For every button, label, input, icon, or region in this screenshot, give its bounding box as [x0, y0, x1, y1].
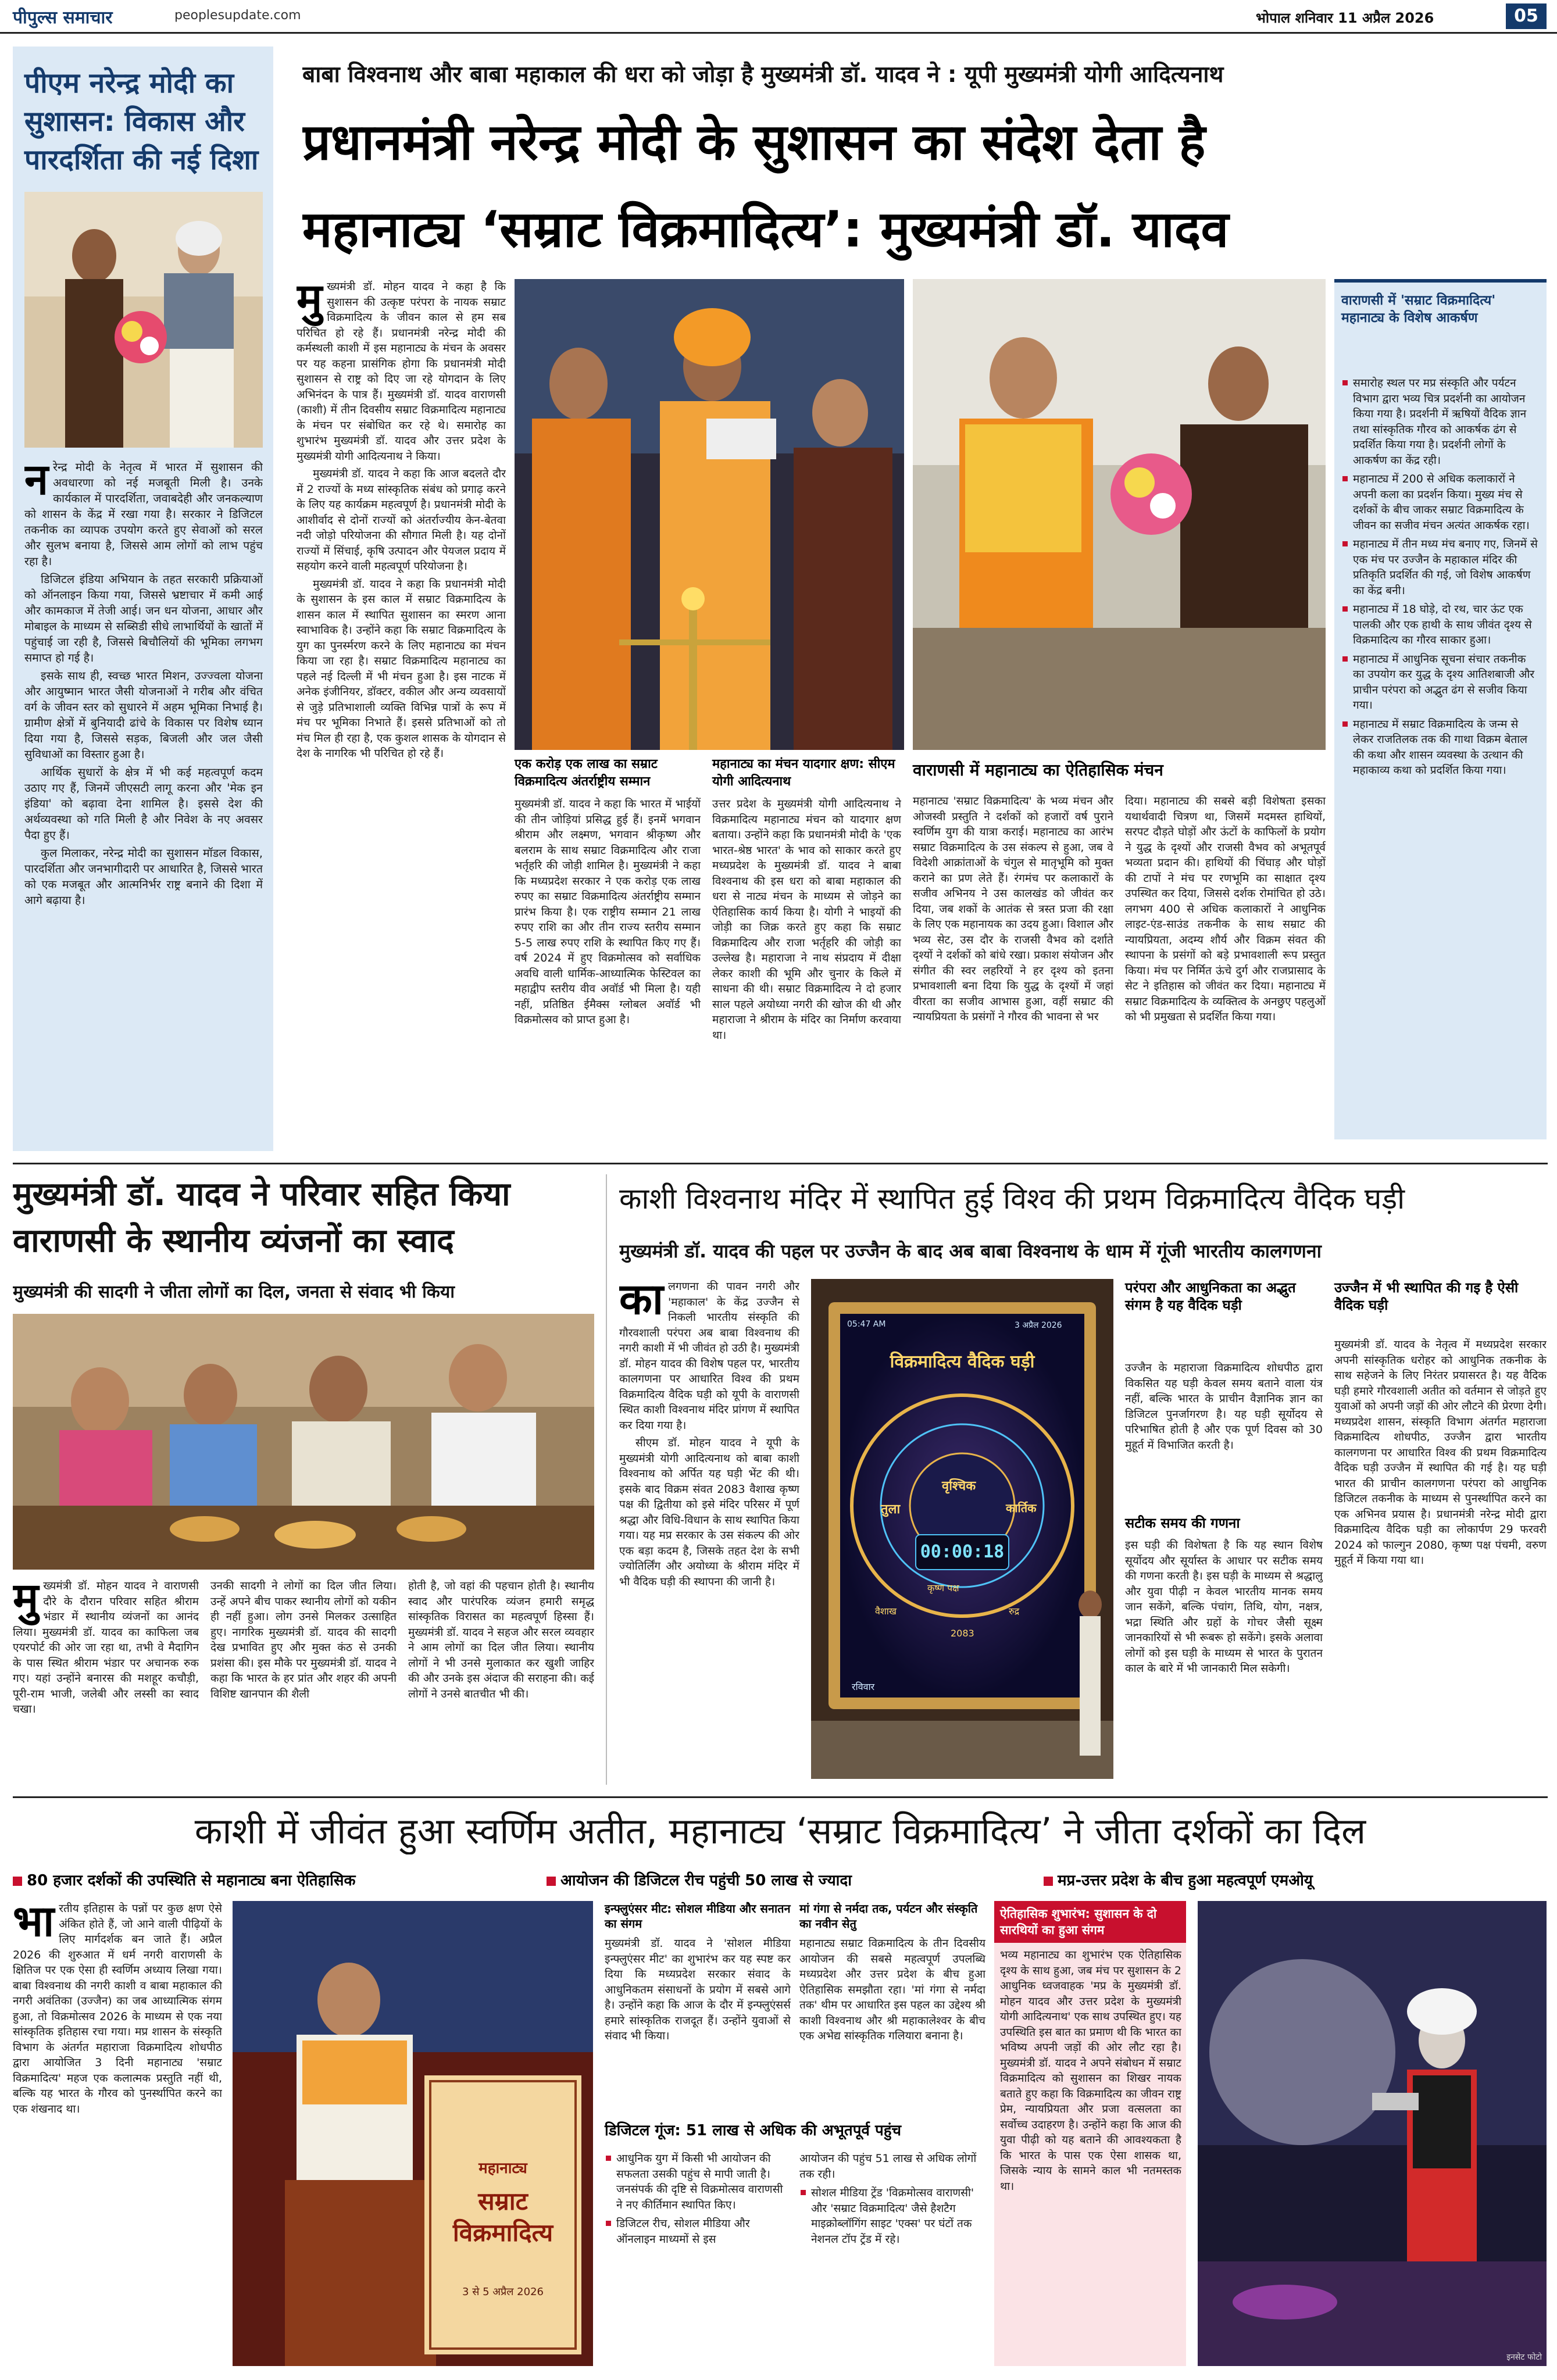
digital-reach-item: आधुनिक युग में किसी भी आयोजन की सफलता उसकी पहुंच से मापी जाती है। जनसंपर्क की दृष्टि से विक्रमोत्सव वाराणसी ने नए कीर्तिमान स्थापित किए।: [605, 2151, 791, 2213]
photo3-text-b: दिया। महानाट्य की सबसे बड़ी विशेषता इसका यथार्थवादी चित्रण था, जिसमें मदमस्त हाथियों, सरपट दौड़ते घोड़ों और ऊंटों के काफिलों के प्रयोग ने युद्ध के दृश्यों और राजसी वैभव को अभूतपूर्व भव्यता प्रदान की। हाथियों की चिंघाड़ और घोड़ों की टापों ने मंच पर रणभूमि का साक्षात दृश्य उपस्थित कर दिया, जिससे दर्शक रोमांचित हो उठे। लगभग 400 से अधिक कलाकारों ने आधुनिक लाइट-एंड-साउंड तकनीक के साथ सम्राट की न्यायप्रियता, अदम्य शौर्य और विक्रम संवत की स्थापना के प्रसंगों को बड़े प्रभावशाली रूप प्रस्तुत किया। मंच पर निर्मित ऊंचे दुर्ग और राजप्रासाद के सेट ने इतिहास को जीवंत कर दिया। महानाट्य में सम्राट विक्रमादित्य के व्यक्तित्व के अनछुए पहलुओं को भी प्रमुखता से प्रदर्शित किया गया।: [1125, 795, 1326, 1023]
highlights-list: [1341, 376, 1540, 1131]
clock-label-6: रुद्र: [1009, 1606, 1020, 1617]
launch-panel: [994, 1901, 1186, 2366]
digital-reach-item: आयोजन की पहुंच 51 लाख से अधिक लोगों तक रही।: [799, 2152, 977, 2181]
ganga-narmada-subhead: मां गंगा से नर्मदा तक, पर्यटन और संस्कृति का नवीन सेतु: [799, 1902, 978, 1931]
poster-date: 3 से 5 अप्रैल 2026: [462, 2286, 544, 2298]
cm-speech-poster-photo: [233, 1901, 593, 2366]
clock-text-c: मुख्यमंत्री डॉ. यादव के नेतृत्व में मध्यप्रदेश सरकार अपनी सांस्कृतिक धरोहर को आधुनिक तकनीक के साथ सहेजने के लिए निरंतर प्रयासरत है। यह वैदिक घड़ी हमारे गौरवशाली अतीत को वर्तमान से जोड़ते हुए युवाओं को अपनी जड़ों की ओर लौटने की प्रेरणा देगी। मध्यप्रदेश शासन, संस्कृति विभाग अंतर्गत महाराजा विक्रमादित्य शोधपीठ, उज्जैन द्वारा भारतीय कालगणना पर आधारित विश्व की प्रथम विक्रमादित्य वैदिक घड़ी उज्जैन में स्थापित की गई है। यह घड़ी भारत की प्राचीन कालगणना परंपरा को आधुनिक डिजिटल तकनीक के माध्यम से पुनर्स्थापित करने का एक अभिनव प्रयास है। प्रधानमंत्री नरेन्द्र मोदी द्वारा विक्रमादित्य वैदिक घड़ी का लोकार्पण 29 फरवरी 2024 को फाल्गुन 2080, कृष्ण पक्ष पंचमी, वरुण मुहूर्त में किया गया था।: [1334, 1338, 1547, 1567]
lead-headline-2: महानाट्य ‘सम्राट विक्रमादित्य’: मुख्यमंत्री डॉ. यादव: [302, 201, 1229, 259]
clock-year: 2083: [951, 1628, 974, 1639]
stage-performance-photo: [1198, 1901, 1547, 2366]
clock-time: 00:00:18: [920, 1542, 1005, 1562]
influencer-text: मुख्यमंत्री डॉ. यादव ने 'सोशल मीडिया इन्फ्लुएंसर मीट' का शुभारंभ कर यह स्पष्ट कर दिया कि मध्यप्रदेश सरकार संवाद के आधुनिकतम संसाधनों के प्रयोग में सबसे आगे है। उन्होंने कहा कि आज के दौर में इन्फ्लुएंसर्स हमारे सांस्कृतिक राजदूत हैं। उन्होंने युवाओं से संवाद भी किया।: [605, 1937, 791, 2042]
section-divider: [13, 1163, 1548, 1164]
clock-day: रविवार: [852, 1681, 875, 1692]
family-col2: उनकी सादगी ने लोगों का दिल जीत लिया। उन्हें अपने बीच पाकर स्थानीय लोगों को यकीन ही नहीं हुआ। लोग उनसे मिलकर उत्साहित हुए। नागरिक मुख्यमंत्री डॉ. यादव की सादगी देख प्रभावित हुए और मुक्त कंठ से उनकी प्रशंसा की। इस मौके पर मुख्यमंत्री डॉ. यादव ने कहा कि भारत के हर प्रांत और शहर की अपनी विशिष्ट खानपान की शैली: [210, 1579, 397, 1700]
welcome-bouquet-photo: [913, 279, 1326, 750]
digital-reach-item: डिजिटल रीच, सोशल मीडिया और ऑनलाइन माध्यमों से इस: [605, 2216, 791, 2247]
digital-reach-col1: [605, 2151, 791, 2366]
highlight-item: महानाट्य में तीन मध्य मंच बनाए गए, जिनमें से एक मंच पर उज्जैन के महाकाल मंदिर की प्रतिकृति प्रदर्शित की गई, जो विशेष आकर्षण का केंद्र बनी।: [1341, 537, 1540, 598]
family-col3: होती है, जो वहां की पहचान होती है। स्थानीय स्वाद और पारंपरिक व्यंजन हमारी समृद्ध सांस्कृतिक विरासत का महत्वपूर्ण हिस्सा हैं। मुख्यमंत्री डॉ. यादव ने सहज और सरल व्यवहार ने आम लोगों का दिल जीत लिया। स्थानीय लोगों ने भी उनसे मुलाकात कर खुशी जाहिर की और उनके इस अंदाज की सराहना की। कई लोगों ने उनसे बातचीत भी की।: [408, 1579, 594, 1700]
lead-body-col1: मुख्यमंत्री डॉ. मोहन यादव ने कहा है कि सुशासन की उत्कृष्ट परंपरा के नायक सम्राट विक्रमादित्य के जीवन काल से हम सब परिचित हो रहे हैं। प्रधानमंत्री नरेन्द्र मोदी की कर्मस्थली काशी में इस महानाट्य के मंचन के अवसर पर यह कहना प्रासंगिक होगा कि प्रधानमंत्री मोदी सुशासन से राष्ट्र को दिए जा रहे योगदान के लिए अभिनंदन के पात्र हैं। मुख्यमंत्री डॉ. यादव वाराणसी (काशी) में तीन दिवसीय सम्राट विक्रमादित्य महानाट्य के मंचन पर संबोधित कर रहे थे। समारोह का शुभारंभ मुख्यमंत्री डॉ. यादव और उत्तर प्रदेश के मुख्यमंत्री योगी आदित्यनाथ ने किया। मुख्यमंत्री डॉ. यादव ने कहा कि आज बदलते दौर में 2 राज्यों के मध्य सांस्कृतिक संबंध को प्रगाढ़ करने के लिए यह कार्यक्रम महत्वपूर्ण है। प्रधानमंत्री मोदी के आशीर्वाद से दोनों राज्यों को अंतर्राज्यीय केन-बेतवा नदी जोड़ो परियोजना की सौगात मिली है। यह दोनों राज्यों में सिंचाई, कृषि उत्पादन और पेयजल प्रदाय में सहयोग करने वाली महत्वपूर्ण परियोजना है। मुख्यमंत्री डॉ. यादव ने कहा कि प्रधानमंत्री मोदी के सुशासन के इस काल में सम्राट विक्रमादित्य के शासन काल में स्थापित सुशासन का स्मरण आना स्वाभाविक है। उन्होंने कहा कि सम्राट विक्रमादित्य के युग का पुनर्स्मरण करने के लिए महानाट्य का मंचन किया जा रहा है। सम्राट विक्रमादित्य महानाट्य का पहले नई दिल्ली में भी मंचन हुआ है। इस नाटक में अनेक इंजीनियर, डॉक्टर, वकील और अन्य व्यवसायों से जुड़े प्रतिभाशाली व्यक्ति विभिन्न पात्रों के रूप में मंच पर भूमिका निभाते हैं। इससे प्रतिभाओं को तो मंच मिल ही रहा है, एक कुशल शासक के योगदान से देश के नागरिक भी परिचित हो रहे हैं।: [297, 279, 506, 760]
clock-subhead-c: उज्जैन में भी स्थापित की गइ है ऐसी वैदिक घड़ी: [1334, 1280, 1519, 1313]
highlight-item: महानाट्य में सम्राट विक्रमादित्य के जन्म से लेकर राजतिलक तक की गाथा विक्रम बेताल की कथा और शासन व्यवस्था के उत्थान की महाकाव्य कथा को प्रदर्शित किया गया।: [1341, 717, 1540, 778]
highlight-item: समारोह स्थल पर मप्र संस्कृति और पर्यटन विभाग द्वारा भव्य चित्र प्रदर्शनी का आयोजन किया गया है। प्रदर्शनी में ऋषियों वैदिक ज्ञान तथा सांस्कृतिक गौरव को आकर्षक ढंग से प्रदर्शित किया गया है। प्रदर्शनी लोगों के आकर्षण का केंद्र रही।: [1341, 376, 1540, 468]
bottom-subhead-2: आयोजन की डिजिटल रीच पहुंची 50 लाख से ज्यादा: [547, 1869, 1035, 1890]
sidebar-title: पीएम नरेन्द्र मोदी का सुशासन: विकास और पारदर्शिता की नई दिशा: [24, 67, 259, 176]
clock-headline: काशी विश्वनाथ मंदिर में स्थापित हुई विश्व की प्रथम विक्रमादित्य वैदिक घड़ी: [619, 1182, 1405, 1216]
photo3-caption: वाराणसी में महानाट्य का ऐतिहासिक मंचन: [913, 760, 1163, 780]
photo1-text: मुख्यमंत्री डॉ. यादव ने कहा कि भारत में भाईयों की तीन जोड़ियां प्रसिद्ध हुई हैं। इनमें भगवान श्रीराम और लक्ष्मण, भगवान श्रीकृष्ण और बलराम के साथ सम्राट विक्रमादित्य और राजा भर्तृहरि की जोड़ी शामिल है। मुख्यमंत्री ने कहा कि मध्यप्रदेश सरकार ने एक करोड़ एक लाख रुपए का सम्राट विक्रमादित्य अंतर्राष्ट्रीय सम्मान प्रारंभ किया है। एक राष्ट्रीय सम्मान 21 लाख रुपए राशि का और तीन राज्य स्तरीय सम्मान 5-5 लाख रुपए राशि के स्थापित किए गए हैं। वर्ष 2024 में हुए विक्रमोत्सव को सर्वाधिक अवधि वाली धार्मिक-आध्यात्मिक फेस्टिवल का महाद्वीप स्तरीय वीव अवॉर्ड भी मिला है। यही नहीं, प्रतिष्ठित ईमैक्स ग्लोबल अवॉर्ड भी विक्रमोत्सव को प्राप्त हुआ है।: [515, 798, 701, 1026]
influencer-subhead: इन्फ्लुएंसर मीट: सोशल मीडिया और सनातन का संगम: [605, 1902, 791, 1931]
clock-label-2: वृश्चिक: [942, 1479, 976, 1493]
highlights-title: वाराणसी में 'सम्राट विक्रमादित्य' महानाट्य के विशेष आकर्षण: [1341, 293, 1496, 326]
lamp-lighting-photo: [515, 279, 904, 750]
bottom-headline: काशी में जीवंत हुआ स्वर्णिम अतीत, महानाट्य ‘सम्राट विक्रमादित्य’ ने जीता दर्शकों का दिल: [194, 1810, 1366, 1852]
poster-small-title: महानाट्य: [478, 2160, 527, 2177]
clock-label-5: वैशाख: [875, 1606, 897, 1617]
launch-panel-text: भव्य महानाट्य का शुभारंभ एक ऐतिहासिक दृश्य के साथ हुआ, जब मंच पर सुशासन के 2 आधुनिक ध्वजवाहक 'मप्र के मुख्यमंत्री डॉ. मोहन यादव और उत्तर प्रदेश के मुख्यमंत्री योगी आदित्यनाथ' एक साथ उपस्थित हुए। यह उपस्थिति इस बात का प्रमाण थी कि भारत का भविष्य अपनी जड़ों की ओर लौट रहा है। मुख्यमंत्री डॉ. यादव ने अपने संबोधन में सम्राट विक्रमादित्य को सुशासन का शिखर नायक बताते हुए कहा कि विक्रमादित्य का जीवन राष्ट्र प्रेम, न्यायप्रियता और प्रजा वत्सलता का सर्वोच्च उदाहरण है। उन्होंने कहा कि आज की युवा पीढ़ी को यह बताने की आवश्यकता है कि भारत के पास एक ऐसा शासक था, जिसके न्याय के सामने काल भी नतमस्तक था।: [1000, 1949, 1181, 2193]
highlights-box: [1334, 279, 1547, 1139]
ganga-narmada-text: महानाट्य सम्राट विक्रमादित्य के तीन दिवसीय आयोजन की सबसे महत्वपूर्ण उपलब्धि मध्यप्रदेश और उत्तर प्रदेश के बीच हुआ ऐतिहासिक समझौता रहा। 'मां गंगा से नर्मदा तक' थीम पर आधारित इस पहल का उद्देश्य श्री काशी विश्वनाथ और श्री महाकालेश्वर के बीच एक अभेद्य सांस्कृतिक गलियारा बनाना है।: [799, 1937, 985, 2042]
lead-headline-1: प्रधानमंत्री नरेन्द्र मोदी के सुशासन का संदेश देता है: [302, 113, 1206, 171]
dateline: भोपाल शनिवार 11 अप्रैल 2026: [1256, 10, 1434, 26]
clock-text-a: उज्जैन के महाराजा विक्रमादित्य शोधपीठ द्वारा विकसित यह घड़ी केवल समय बताने वाला यंत्र नहीं, बल्कि भारत के प्राचीन वैज्ञानिक ज्ञान का डिजिटल पुनर्जागरण है। यह घड़ी सूर्योदय से परिभाषित होती है और एक पूर्ण दिवस को 30 मुहूर्त में विभाजित करती है।: [1125, 1361, 1323, 1452]
photo2-text: उत्तर प्रदेश के मुख्यमंत्री योगी आदित्यनाथ ने विक्रमादित्य महानाट्य मंचन को यादगार क्षण बताया। उन्होंने कहा कि प्रधानमंत्री मोदी के 'एक भारत-श्रेष्ठ भारत' के भाव को साकार करते हुए मध्यप्रदेश के मुख्यमंत्री डॉ. यादव ने बाबा विश्वनाथ की इस धरा को बाबा महाकाल की धरा से नाट्य मंचन के माध्यम से जोड़ने का ऐतिहासिक कार्य किया है। योगी ने भाइयों की जोड़ी का जिक्र करते हुए कहा कि सम्राट विक्रमादित्य और राजा भर्तृहरि की जोड़ी का उल्लेख है। महाराजा ने नाथ संप्रदाय में दीक्षा लेकर काशी की भूमि और चुनार के किले में साधना की थी। सम्राट विक्रमादित्य ने दो हजार साल पहले अयोध्या नगरी की खोज की थी और महाराजा ने श्रीराम के मंदिर का निर्माण करवाया था।: [712, 798, 901, 1042]
highlight-item: महानाट्य में 200 से अधिक कलाकारों ने अपनी कला का प्रदर्शन किया। मुख्य मंच से दर्शकों के बीच जाकर सम्राट विक्रमादित्य के जीवन का सजीव मंचन अत्यंत आकर्षक रहा।: [1341, 471, 1540, 533]
clock-title: विक्रमादित्य वैदिक घड़ी: [890, 1352, 1035, 1372]
lead-kicker: बाबा विश्वनाथ और बाबा महाकाल की धरा को जोड़ा है मुख्यमंत्री डॉ. यादव ने : यूपी मुख्यमंत्री योगी आदित्यनाथ: [302, 62, 1224, 88]
paper-logo: पीपुल्स समाचार: [13, 8, 113, 28]
clock-label-3: कार्तिक: [1006, 1501, 1037, 1515]
family-dining-photo: [13, 1314, 594, 1570]
digital-reach-col2: [799, 2151, 985, 2366]
family-kicker: मुख्यमंत्री की सादगी ने जीता लोगों का दिल, जनता से संवाद भी किया: [13, 1282, 455, 1302]
clock-label-1: तुला: [881, 1502, 901, 1517]
sidebar-body: नरेन्द्र मोदी के नेतृत्व में भारत में सुशासन की अवधारणा को नई मजबूती मिली है। उनके कार्यकाल में पारदर्शिता, जवाबदेही और जनकल्याण को शासन के केंद्र में रखा गया है। सरकार ने डिजिटल तकनीक का व्यापक उपयोग करते हुए सेवाओं को सरल और सुलभ बनाया है, जिससे आम लोगों को लाभ पहुंच रहा है। डिजिटल इंडिया अभियान के तहत सरकारी प्रक्रियाओं को ऑनलाइन किया गया, जिससे भ्रष्टाचार में कमी आई और कामकाज में तेजी आई। जन धन योजना, आधार और मोबाइल के माध्यम से सब्सिडी सीधे लाभार्थियों के खातों में पहुंचाई जा रही है, जिससे बिचौलियों की भूमिका लगभग समाप्त हो गई है। इसके साथ ही, स्वच्छ भारत मिशन, उज्ज्वला योजना और आयुष्मान भारत जैसी योजनाओं ने गरीब और वंचित वर्ग के जीवन स्तर को सुधारने में अहम भूमिका निभाई है। ग्रामीण क्षेत्रों में बुनियादी ढांचे के विकास पर विशेष ध्यान दिया गया है, जिससे सड़क, बिजली और जल जैसी सुविधाओं का विस्तार हुआ है। आर्थिक सुधारों के क्षेत्र में भी कई महत्वपूर्ण कदम उठाए गए हैं, जिनमें जीएसटी लागू करना और 'मेक इन इंडिया' को बढ़ावा देना शामिल है। इससे देश की अर्थव्यवस्था को गति मिली है और निवेश के नए अवसर पैदा हुए हैं। कुल मिलाकर, नरेन्द्र मोदी का सुशासन मॉडल विकास, पारदर्शिता और जनभागीदारी पर आधारित है, जिससे भारत को एक मजबूत और आत्मनिर्भर राष्ट्र बनाने की दिशा में आगे बढ़ाया है।: [24, 459, 263, 907]
section-divider: [13, 1796, 1548, 1798]
launch-panel-title: ऐतिहासिक शुभारंभ: सुशासन के दो सारथियों का हुआ संगम: [994, 1901, 1186, 1943]
photo3-text-a: महानाट्य 'सम्राट विक्रमादित्य' के भव्य मंचन और ओजस्वी प्रस्तुति ने दर्शकों को हजारों वर्ष पुराने स्वर्णिम युग की यात्रा कराई। महानाट्य का आरंभ सम्राट विक्रमादित्य के उस संकल्प से हुआ, जब वे विदेशी आक्रांताओं के चंगुल से मातृभूमि को मुक्त कराने का प्रण लेते हैं। रंगमंच पर कलाकारों के सजीव अभिनय ने उस कालखंड को जीवंत कर दिया, जब शकों के आतंक से त्रस्त प्रजा की रक्षा के लिए एक महानायक का उदय हुआ। विशाल और भव्य सेट, उस दौर के राजसी वैभव को दर्शाते दृश्यों ने दर्शकों को बांधे रखा। प्रकाश संयोजन और संगीत की स्वर लहरियों ने हर दृश्य को इतना प्रभावशाली बना दिया कि युद्ध के दृश्यों में जहां वीरता का सजीव आभास हुआ, वहीं सम्राट की न्यायप्रियता के प्रसंगों ने गौरव की भावना से भर: [913, 795, 1113, 1023]
masthead: [0, 0, 1557, 34]
site-url: peoplesupdate.com: [174, 8, 301, 23]
digital-reach-item: सोशल मीडिया ट्रेंड 'विक्रमोत्सव वाराणसी' और 'सम्राट विक्रमादित्य' जैसे हैशटैग माइक्रोब्लॉगिंग साइट 'एक्स' पर घंटों तक नेशनल टॉप ट्रेंड में रहे।: [799, 2185, 985, 2247]
sidebar-panel: [13, 47, 273, 1151]
clock-corner-time: 05:47 AM: [847, 1320, 886, 1329]
modi-yadav-photo: [24, 192, 263, 448]
poster-title: सम्राट विक्रमादित्य: [452, 2187, 553, 2247]
bottom-subhead-3: मप्र-उत्तर प्रदेश के बीच हुआ महत्वपूर्ण एमओयू: [1044, 1869, 1547, 1890]
column-rule: [606, 1174, 607, 1785]
clock-subhead-b: सटीक समय की गणना: [1125, 1515, 1240, 1531]
photo2-caption: महानाट्य का मंचन यादगार क्षण: सीएम योगी आदित्यनाथ: [712, 757, 895, 789]
family-headline-1: मुख्यमंत्री डॉ. यादव ने परिवार सहित किया: [13, 1175, 510, 1213]
family-col1: मुख्यमंत्री डॉ. मोहन यादव ने वाराणसी दौरे के दौरान परिवार सहित श्रीराम भंडार में स्थानीय व्यंजनों का आनंद लिया। मुख्यमंत्री डॉ. यादव का काफिला जब एयरपोर्ट की ओर जा रहा था, तभी वे मैदागिन के पास स्थित श्रीराम भंडार पर अचानक रुक गए। यहां उन्होंने बनारस की मशहूर कचौड़ी, पूरी-राम भाजी, जलेबी और लस्सी का स्वाद चखा।: [13, 1578, 199, 1716]
clock-col1: कालगणना की पावन नगरी और 'महाकाल' के केंद्र उज्जैन से निकली भारतीय संस्कृति की गौरवशाली परंपरा अब बाबा विश्वनाथ की नगरी काशी में भी जीवंत हो उठी है। मुख्यमंत्री डॉ. मोहन यादव की विशेष पहल पर, भारतीय कालगणना पर आधारित विश्व की प्रथम विक्रमादित्य वैदिक घड़ी को यूपी के वाराणसी स्थित काशी विश्वनाथ मंदिर प्रांगण में स्थापित कर दिया गया है। सीएम डॉ. मोहन यादव ने यूपी के मुख्यमंत्री योगी आदित्यनाथ को बाबा काशी विश्वनाथ को अर्पित यह घड़ी भेंट की थी। इसके बाद विक्रम संवत 2083 वैशाख कृष्ण पक्ष की द्वितीया को इसे मंदिर परिसर में पूर्ण श्रद्धा और विधि-विधान के साथ स्थापित किया गया। यह मप्र सरकार के उस संकल्प की ओर एक बड़ा कदम है, जिसके तहत देश के सभी ज्योतिर्लिंग और अयोध्या के श्रीराम मंदिर में भी वैदिक घड़ी की स्थापना की जानी है।: [619, 1279, 799, 1588]
clock-kicker: मुख्यमंत्री डॉ. यादव की पहल पर उज्जैन के बाद अब बाबा विश्वनाथ के धाम में गूंजी भारतीय कालगणना: [619, 1240, 1322, 1262]
photo-credit: इनसेट फोटो: [1506, 2353, 1542, 2362]
bottom-col1: भारतीय इतिहास के पन्नों पर कुछ क्षण ऐसे अंकित होते हैं, जो आने वाली पीढ़ियों के लिए मार्गदर्शक बन जाते हैं। अप्रैल 2026 की शुरुआत में धर्म नगरी वाराणसी के क्षितिज पर एक ऐसा ही स्वर्णिम अध्याय लिखा गया। बाबा विश्वनाथ की नगरी काशी व बाबा महाकाल की नगरी अवंतिका (उज्जैन) का जब आध्यात्मिक संगम हुआ, तो विक्रमोत्सव 2026 के माध्यम से एक नया सांस्कृतिक इतिहास रचा गया। मप्र शासन के संस्कृति विभाग के अंतर्गत महाराजा विक्रमादित्य शोधपीठ द्वारा आयोजित 3 दिनी महानाट्य 'सम्राट विक्रमादित्य' महज एक कलात्मक प्रस्तुति नहीं थी, बल्कि यह भारत के गौरव को पुनर्स्थापित करने का एक शंखनाद था।: [13, 1901, 222, 2115]
highlight-item: महानाट्य में 18 घोड़े, दो रथ, चार ऊंट एक पालकी और एक हाथी के साथ जीवंत दृश्य से विक्रमादित्य का गौरव साकार हुआ।: [1341, 602, 1540, 648]
highlight-item: महानाट्य में आधुनिक सूचना संचार तकनीक का उपयोग कर युद्ध के दृश्य आतिशबाजी और प्राचीन परंपरा को अद्भुत ढंग से सजीव किया गया।: [1341, 652, 1540, 713]
vedic-clock-photo: [811, 1279, 1113, 1779]
clock-date-label: 3 अप्रैल 2026: [1015, 1321, 1062, 1330]
family-headline-2: वाराणसी के स्थानीय व्यंजनों का स्वाद: [13, 1222, 454, 1260]
clock-subhead-a: परंपरा और आधुनिकता का अद्भुत संगम है यह वैदिक घड़ी: [1125, 1280, 1296, 1313]
clock-text-b: इस घड़ी की विशेषता है कि यह स्थान विशेष सूर्योदय और सूर्यास्त के आधार पर सटीक समय की गणना करती है। इस घड़ी के माध्यम से श्रद्धालु और युवा पीढ़ी न केवल भारतीय मानक समय जान सकेंगे, बल्कि पंचांग, तिथि, योग, नक्षत्र, भद्रा स्थिति और ग्रहों के गोचर जैसी सूक्ष्म जानकारियों से भी रूबरू हो सकेंगे। इसके अलावा लोगों को इस घड़ी के माध्यम से भारत के पुरातन काल के बारे में भी जानकारी मिल सकेगी।: [1125, 1539, 1323, 1675]
digital-reach-subhead: डिजिटल गूंज: 51 लाख से अधिक की अभूतपूर्व पहुंच: [605, 2122, 902, 2139]
clock-label-4: कृष्ण पक्ष: [927, 1582, 959, 1593]
photo1-caption: एक करोड़ एक लाख का सम्राट विक्रमादित्य अंतर्राष्ट्रीय सम्मान: [515, 757, 658, 789]
page-number: 05: [1506, 3, 1547, 29]
bottom-subhead-1: 80 हजार दर्शकों की उपस्थिति से महानाट्य बना ऐतिहासिक: [13, 1869, 536, 1890]
